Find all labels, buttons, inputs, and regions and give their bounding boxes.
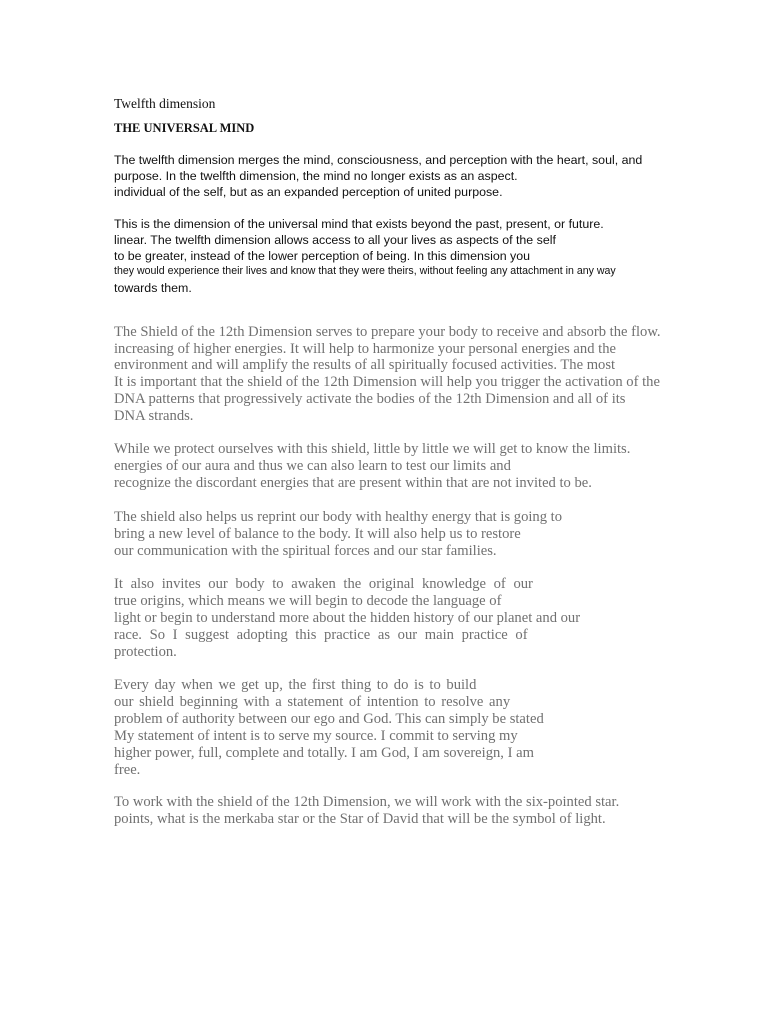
intro-line: they would experience their lives and know that they were theirs, without feeling any attachment in any way	[114, 265, 616, 277]
body-line: While we protect ourselves with this shield, little by little we will get to know the limits.	[114, 441, 631, 457]
body-line: higher power, full, complete and totally. I am God, I am sovereign, I am	[114, 745, 534, 761]
body-line: points, what is the merkaba star or the Star of David that will be the symbol of light.	[114, 811, 606, 827]
body-line: The shield also helps us reprint our body with healthy energy that is going to	[114, 509, 563, 525]
body-line: recognize the discordant energies that are present within that are not invited to be.	[114, 475, 592, 491]
intro-line: towards them.	[114, 281, 192, 295]
body-line: bring a new level of balance to the body. It will also help us to restore	[114, 526, 521, 542]
body-line: DNA patterns that progressively activate the bodies of the 12th Dimension and all of its	[114, 391, 626, 407]
body-line: It is important that the shield of the 12th Dimension will help you trigger the activation of the	[114, 374, 660, 390]
body-line: The Shield of the 12th Dimension serves to prepare your body to receive and absorb the flow.	[114, 324, 661, 340]
body-line: race. So I suggest adopting this practice as our main practice of	[114, 627, 528, 643]
body-line: light or begin to understand more about the hidden history of our planet and our	[114, 610, 581, 626]
body-line: To work with the shield of the 12th Dimension, we will work with the six-pointed star.	[114, 794, 620, 810]
body-line: free.	[114, 762, 141, 778]
body-line: energies of our aura and thus we can also learn to test our limits and	[114, 458, 511, 474]
body-line: Every day when we get up, the first thing to do is to build	[114, 677, 477, 693]
body-line: problem of authority between our ego and God. This can simply be stated	[114, 711, 544, 727]
body-line: My statement of intent is to serve my source. I commit to serving my	[114, 728, 518, 744]
intro-line: The twelfth dimension merges the mind, consciousness, and perception with the heart, soul, and	[114, 153, 643, 167]
body-line: DNA strands.	[114, 408, 194, 424]
body-line: environment and will amplify the results of all spiritually focused activities. The most	[114, 357, 616, 373]
body-line: our shield beginning with a statement of intention to resolve any	[114, 694, 511, 710]
body-line: It also invites our body to awaken the original knowledge of our	[114, 576, 533, 592]
document-subtitle: THE UNIVERSAL MIND	[114, 121, 255, 135]
intro-line: individual of the self, but as an expanded perception of united purpose.	[114, 185, 503, 199]
body-line: increasing of higher energies. It will help to harmonize your personal energies and the	[114, 341, 616, 357]
body-line: our communication with the spiritual forces and our star families.	[114, 543, 497, 559]
intro-line: This is the dimension of the universal mind that exists beyond the past, present, or future.	[114, 217, 604, 231]
intro-line: to be greater, instead of the lower perception of being. In this dimension you	[114, 249, 531, 263]
intro-line: linear. The twelfth dimension allows access to all your lives as aspects of the self	[114, 233, 556, 247]
body-line: protection.	[114, 644, 177, 660]
intro-line: purpose. In the twelfth dimension, the mind no longer exists as an aspect.	[114, 169, 518, 183]
document-title: Twelfth dimension	[114, 96, 216, 111]
body-line: true origins, which means we will begin to decode the language of	[114, 593, 502, 609]
